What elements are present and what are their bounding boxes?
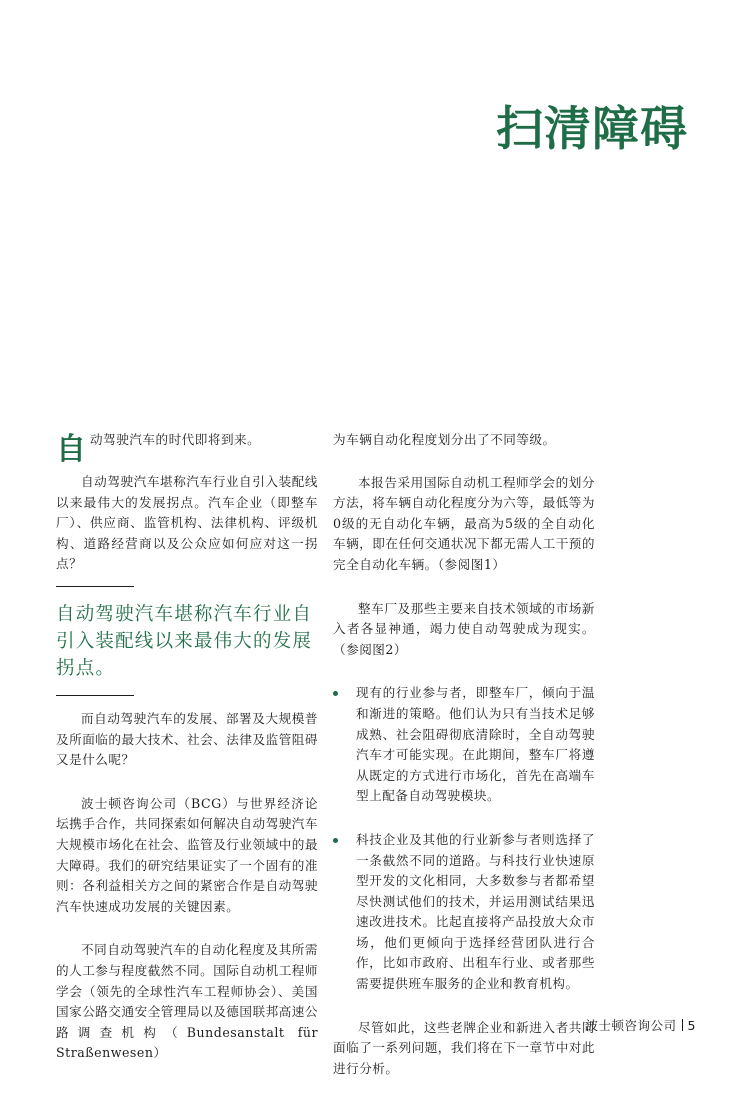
paragraph: 整车厂及那些主要来自技术领域的市场新入者各显神通，竭力使自动驾驶成为现实。（参阅图2）: [333, 600, 595, 657]
intro-text: 动驾驶汽车的时代即将到来。: [90, 432, 261, 447]
footer-separator: [682, 1019, 683, 1031]
bullet-list: [333, 683, 595, 994]
paragraph: 而自动驾驶汽车的发展、部署及大规模普及所面临的最大技术、社会、法律及监管阻碍又是什么呢？: [56, 710, 318, 768]
divider: [56, 586, 134, 587]
bullet-icon: [333, 691, 338, 696]
paragraph: 波士顿咨询公司（BCG）与世界经济论坛携手合作，共同探索如何解决自动驾驶汽车大规模市场化在社会、监管及行业领域中的最大障碍。我们的研究结果证实了一个固有的准则：各利益相关方之间的紧密合作是自动驾驶汽车快速成功发展的关键因素。: [56, 795, 318, 914]
bullet-icon: [333, 838, 338, 843]
left-column: [56, 430, 318, 1087]
paragraph: 自动驾驶汽车堪称汽车行业自引入装配线以来最伟大的发展拐点。汽车企业（即整车厂）、供应商、监管机构、法律机构、评级机构、道路经营商以及公众应如何应对这一拐点？: [56, 474, 318, 572]
right-column: [333, 430, 595, 1102]
paragraph: 本报告采用国际自动机工程师学会的划分方法，将车辆自动化程度分为六等，最低等为0级的无自动化车辆，最高为5级的全自动化车辆，即在任何交通状况下都无需人工干预的完全自动化车辆。（参阅图1）: [333, 474, 595, 572]
divider: [56, 695, 134, 696]
page-footer: [586, 1016, 696, 1034]
intro: [56, 430, 318, 467]
drop-cap: 自: [56, 432, 86, 467]
list-item: [333, 683, 595, 807]
paragraph: 尽管如此，这些老牌企业和新进入者共同面临了一系列问题，我们将在下一章节中对此进行分析。: [333, 1019, 595, 1076]
paragraph: 不同自动驾驶汽车的自动化程度及其所需的人工参与程度截然不同。国际自动机工程师学会（领先的全球性汽车工程师协会）、美国国家公路交通安全管理局以及德国联邦高速公路调查机构（Bundesanstalt für Straßenwesen）: [56, 942, 318, 1061]
page-number: 5: [687, 1018, 696, 1033]
list-item-text: 现有的行业参与者，即整车厂，倾向于温和渐进的策略。他们认为只有当技术足够成熟、社会阻碍彻底清除时，全自动驾驶汽车才可能实现。在此期间，整车厂将遵从既定的方式进行市场化，首先在高端车型上配备自动驾驶模块。: [356, 685, 595, 804]
page-title: 扫清障碍: [496, 102, 688, 157]
paragraph: 为车辆自动化程度划分出了不同等级。: [333, 432, 556, 447]
list-item: [333, 830, 595, 995]
pull-quote: 自动驾驶汽车堪称汽车行业自引入装配线以来最伟大的发展拐点。: [56, 603, 313, 679]
footer-company: 波士顿咨询公司: [585, 1018, 677, 1033]
list-item-text: 科技企业及其他的行业新参与者则选择了一条截然不同的道路。与科技行业快速原型开发的文化相同，大多数参与者都希望尽快测试他们的技术，并运用测试结果迅速改进技术。比起直接将产品投放大众市场，他们更倾向于选择经营团队进行合作，比如市政府、出租车行业、或者那些需要提供班车服务的企业和教育机构。: [356, 831, 595, 992]
